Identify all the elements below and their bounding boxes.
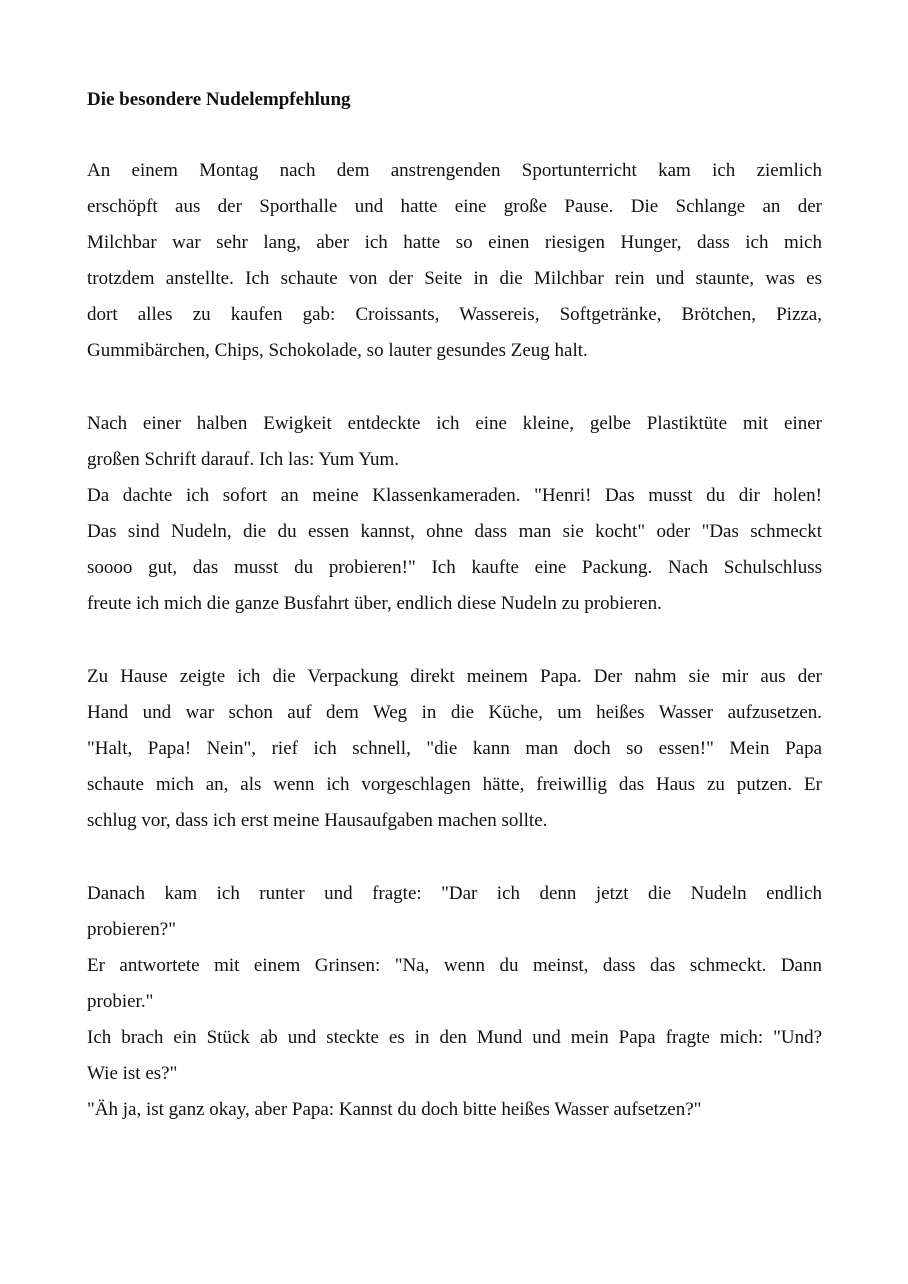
text-line: Danach kam ich runter und fragte: "Dar ich denn jetzt die Nudeln endlich [87, 883, 822, 904]
text-line: "Äh ja, ist ganz okay, aber Papa: Kannst du doch bitte heißes Wasser aufsetzen?" [87, 1099, 702, 1120]
text-line: Wie ist es?" [87, 1063, 178, 1084]
text-line: erschöpft aus der Sporthalle und hatte eine große Pause. Die Schlange an der [87, 196, 822, 217]
text-line: freute ich mich die ganze Busfahrt über, endlich diese Nudeln zu probieren. [87, 593, 662, 614]
paragraph [87, 153, 822, 369]
document-body [87, 153, 822, 1128]
text-line: Er antwortete mit einem Grinsen: "Na, wenn du meinst, dass das schmeckt. Dann [87, 955, 822, 976]
text-line: dort alles zu kaufen gab: Croissants, Wassereis, Softgetränke, Brötchen, Pizza, [87, 304, 822, 325]
document-page [87, 82, 822, 1165]
text-line: trotzdem anstellte. Ich schaute von der Seite in die Milchbar rein und staunte, was es [87, 268, 822, 289]
text-line: An einem Montag nach dem anstrengenden Sportunterricht kam ich ziemlich [87, 160, 822, 181]
paragraph [87, 406, 822, 622]
document-title: Die besondere Nudelempfehlung [87, 89, 351, 110]
text-line: Milchbar war sehr lang, aber ich hatte so einen riesigen Hunger, dass ich mich [87, 232, 822, 253]
text-line: Zu Hause zeigte ich die Verpackung direkt meinem Papa. Der nahm sie mir aus der [87, 666, 822, 687]
text-line: Gummibärchen, Chips, Schokolade, so lauter gesundes Zeug halt. [87, 340, 588, 361]
text-line: "Halt, Papa! Nein", rief ich schnell, "die kann man doch so essen!" Mein Papa [87, 738, 822, 759]
text-line: Da dachte ich sofort an meine Klassenkameraden. "Henri! Das musst du dir holen! [87, 485, 822, 506]
text-line: schaute mich an, als wenn ich vorgeschlagen hätte, freiwillig das Haus zu putzen. Er [87, 774, 822, 795]
text-line: probieren?" [87, 919, 176, 940]
text-line: Ich brach ein Stück ab und steckte es in den Mund und mein Papa fragte mich: "Und? [87, 1027, 822, 1048]
text-line: soooo gut, das musst du probieren!" Ich kaufte eine Packung. Nach Schulschluss [87, 557, 822, 578]
paragraph [87, 876, 822, 1128]
text-line: schlug vor, dass ich erst meine Hausaufgaben machen sollte. [87, 810, 548, 831]
text-line: großen Schrift darauf. Ich las: Yum Yum. [87, 449, 400, 470]
text-line: Hand und war schon auf dem Weg in die Küche, um heißes Wasser aufzusetzen. [87, 702, 822, 723]
text-line: Nach einer halben Ewigkeit entdeckte ich eine kleine, gelbe Plastiktüte mit einer [87, 413, 822, 434]
text-line: probier." [87, 991, 154, 1012]
paragraph [87, 659, 822, 839]
text-line: Das sind Nudeln, die du essen kannst, ohne dass man sie kocht" oder "Das schmeckt [87, 521, 822, 542]
